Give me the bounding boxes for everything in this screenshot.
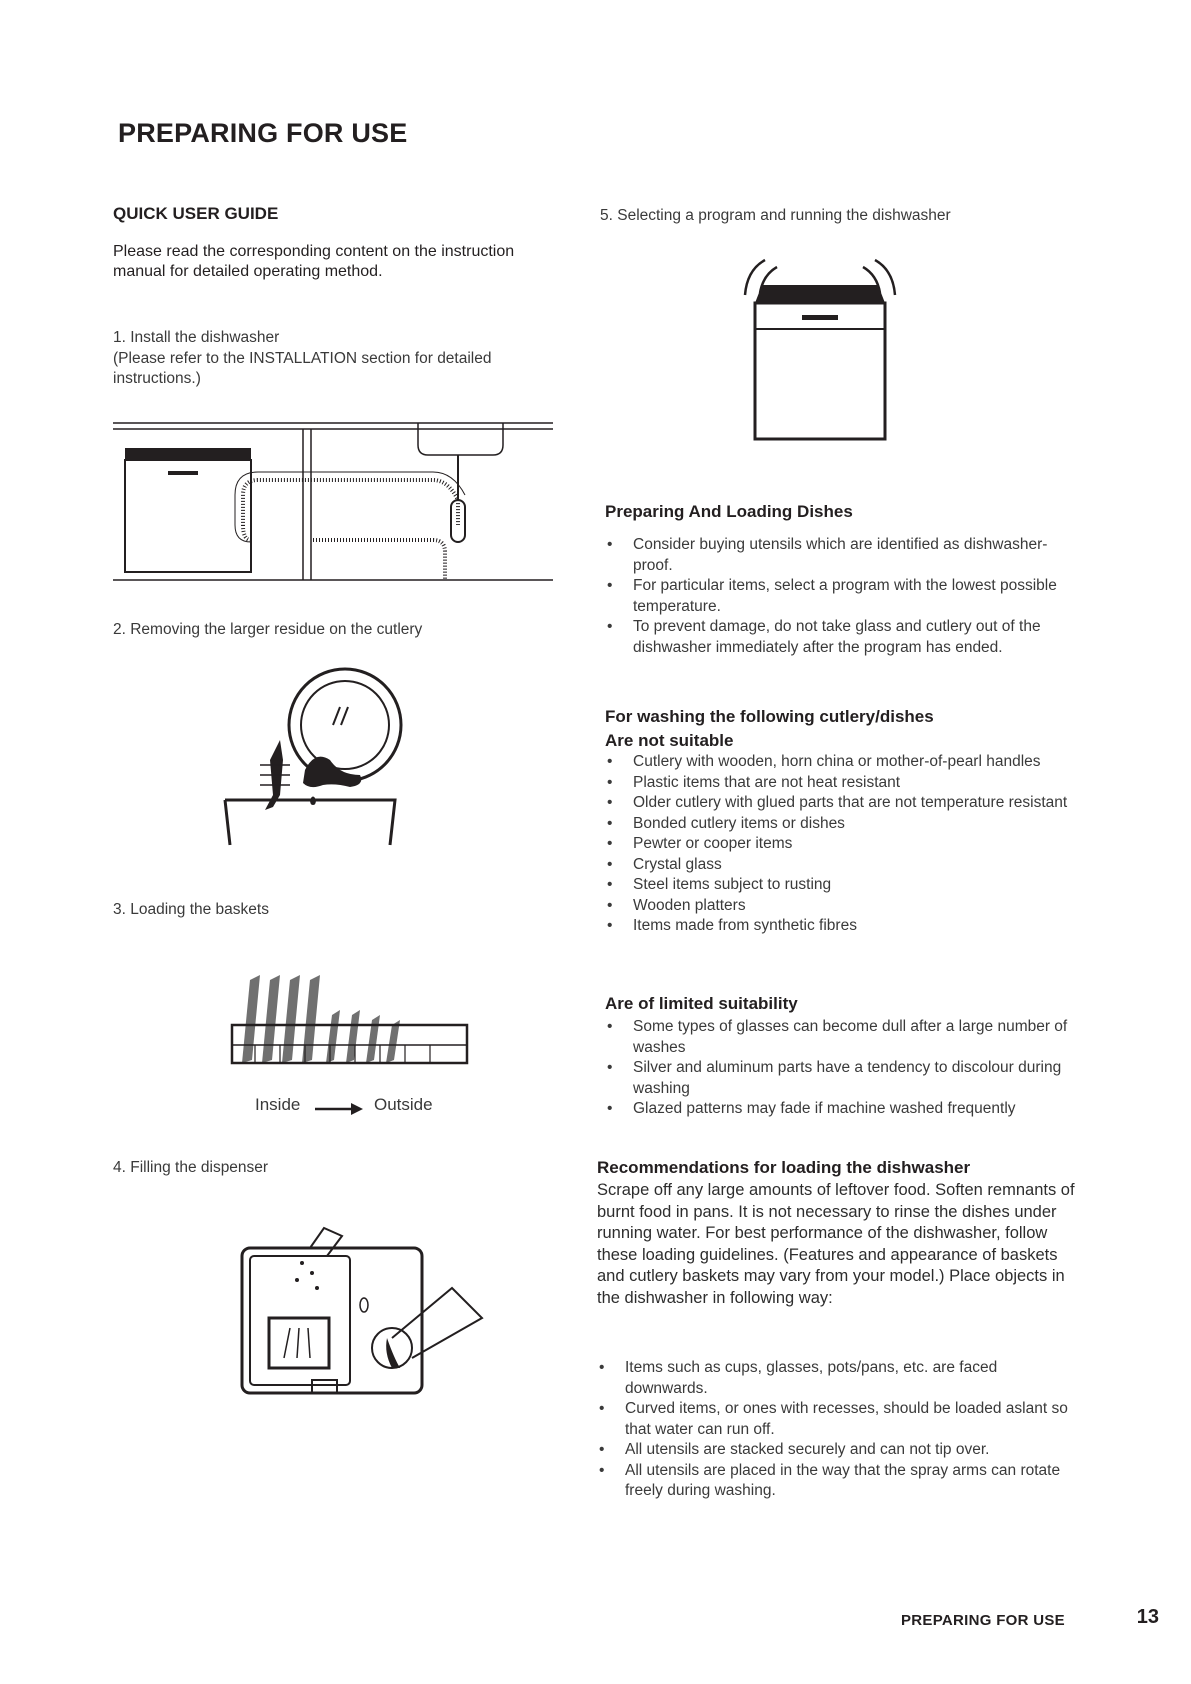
step-4-title: 4. Filling the dispenser (113, 1159, 269, 1176)
basket-loading-illustration (230, 975, 470, 1090)
list-item: • Wooden platters (605, 896, 1085, 917)
not-suitable-heading: Are not suitable (605, 731, 734, 750)
list-item: • Pewter or cooper items (605, 834, 1085, 855)
page-number: 13 (1136, 1606, 1159, 1628)
list-item: • Curved items, or ones with recesses, should be loaded aslant so that water can run off. (597, 1399, 1077, 1440)
list-item: • Older cutlery with glued parts that are not temperature resistant (605, 793, 1085, 814)
list-item: • Cutlery with wooden, horn china or mother-of-pearl handles (605, 752, 1085, 773)
list-item: • Glazed patterns may fade if machine washed frequently (605, 1099, 1085, 1120)
step-5-title: 5. Selecting a program and running the dishwasher (600, 207, 951, 224)
washing-heading: For washing the following cutlery/dishes (605, 707, 934, 726)
limited-suitability-list (605, 1017, 1085, 1120)
step-3-title: 3. Loading the baskets (113, 901, 269, 918)
recommendations-text: Scrape off any large amounts of leftover food. Soften remnants of burnt food in pans. It is not necessary to rinse the dishes under running water. For best performance of the dishwasher, follow these loading guidelines. (Features and appearance of baskets and cutlery baskets may vary from your model.) Place objects in the dishwasher in following way: (597, 1181, 1075, 1307)
list-item: • Consider buying utensils which are identified as dishwasher-proof. (605, 535, 1075, 576)
installation-illustration (113, 420, 553, 585)
list-item: • Silver and aluminum parts have a tendency to discolour during washing (605, 1058, 1085, 1099)
not-suitable-list (605, 752, 1085, 937)
list-item: • Some types of glasses can become dull after a large number of washes (605, 1017, 1085, 1058)
outside-label: Outside (374, 1095, 433, 1114)
step-1-title: 1. Install the dishwasher (113, 329, 280, 346)
footer-section-label: PREPARING FOR USE (900, 1612, 1065, 1629)
recommendations-list (597, 1358, 1077, 1502)
list-item: • Bonded cutlery items or dishes (605, 814, 1085, 835)
step-1 (113, 328, 533, 390)
dispenser-illustration (242, 1218, 492, 1398)
list-item: • Crystal glass (605, 855, 1085, 876)
page-title: PREPARING FOR USE (118, 118, 408, 148)
washing-section-heading (605, 705, 934, 753)
dishwasher-running-illustration (735, 255, 905, 445)
limited-suitability-heading: Are of limited suitability (605, 994, 798, 1013)
intro-paragraph: Please read the corresponding content on the instruction manual for detailed operating method. (113, 243, 515, 280)
loading-list (605, 535, 1075, 658)
step-2-title: 2. Removing the larger residue on the cutlery (113, 621, 423, 638)
list-item: • Steel items subject to rusting (605, 875, 1085, 896)
arrow-right-icon (315, 1103, 365, 1115)
step-1-note: (Please refer to the INSTALLATION section for detailed instructions.) (113, 349, 492, 387)
list-item: • All utensils are placed in the way that the spray arms can rotate freely during washing. (597, 1461, 1077, 1502)
list-item: • All utensils are stacked securely and can not tip over. (597, 1440, 1077, 1461)
list-item: • Plastic items that are not heat resistant (605, 773, 1085, 794)
loading-heading: Preparing And Loading Dishes (605, 502, 853, 521)
list-item: • Items such as cups, glasses, pots/pans, etc. are faced downwards. (597, 1358, 1077, 1399)
quick-user-guide-heading: QUICK USER GUIDE (113, 204, 279, 223)
inside-label: Inside (255, 1095, 301, 1114)
list-item: • To prevent damage, do not take glass and cutlery out of the dishwasher immediately after the program has ended. (605, 617, 1075, 658)
list-item: • For particular items, select a program with the lowest possible temperature. (605, 576, 1075, 617)
recommendations-heading: Recommendations for loading the dishwasher (597, 1158, 971, 1177)
list-item: • Items made from synthetic fibres (605, 916, 1085, 937)
residue-removal-illustration (225, 665, 405, 850)
